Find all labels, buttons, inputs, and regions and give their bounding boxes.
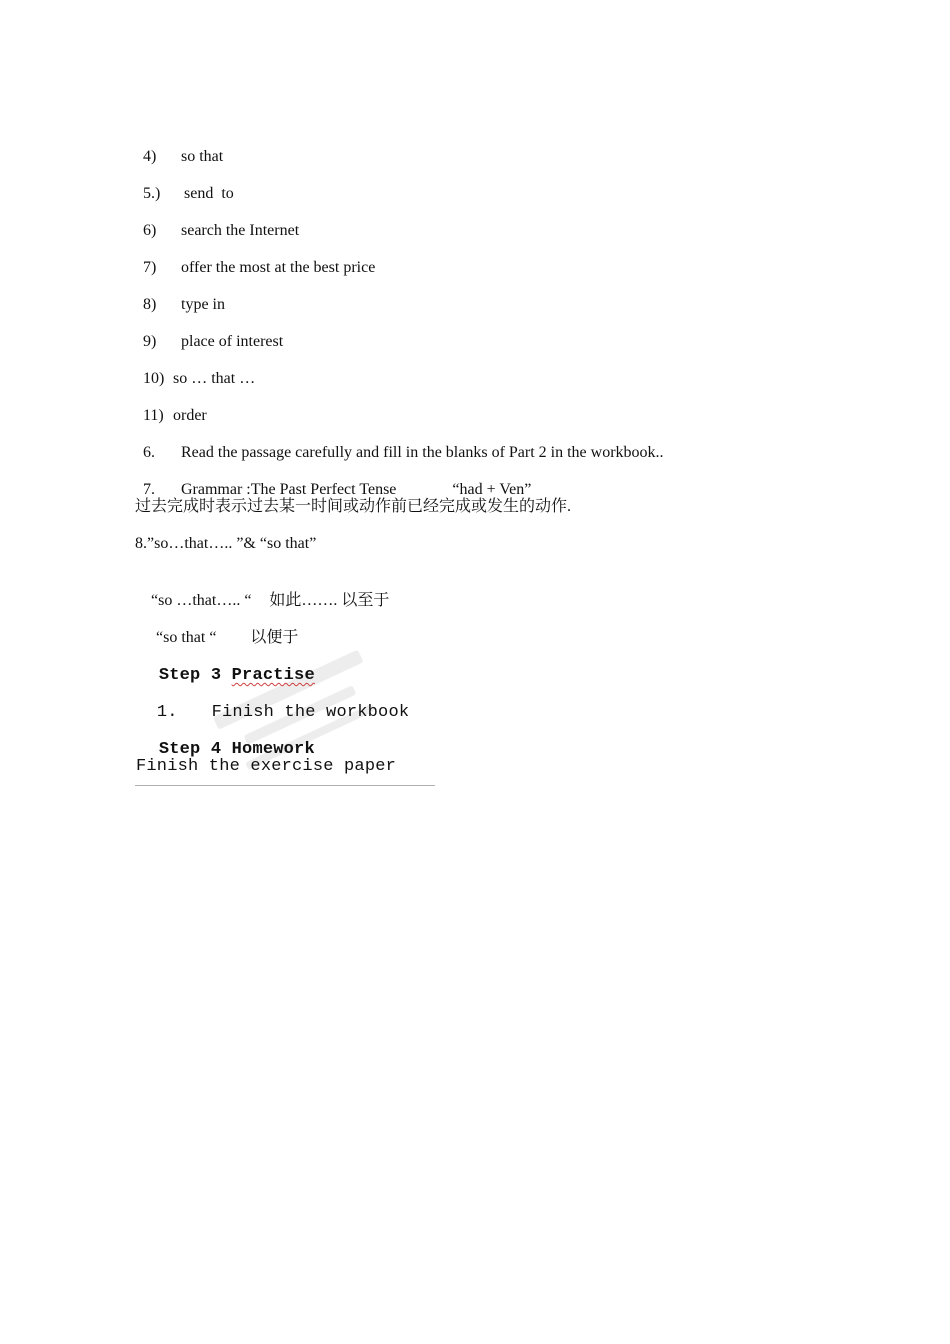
item-text: type in [181,296,225,313]
item-text: search the Internet [181,222,300,239]
item-text: Finish the workbook [211,703,410,722]
meaning-so-that-clause [143,571,389,611]
step-title: Homework [231,740,315,759]
list-item [135,164,234,204]
step-label: Step 4 [158,740,222,759]
phrase: “so …that….. “ [151,592,252,609]
task-number: 7. [143,481,155,498]
step-title: Practise [231,666,315,685]
task-6 [135,423,664,463]
task-number: 6. [143,444,155,461]
item-number: 9) [143,333,157,350]
list-item [135,127,223,167]
formula: “had + Ven” [452,481,532,498]
item-number: 8) [143,296,157,313]
list-item-11 [135,386,207,426]
list-item [135,312,283,352]
item-text: place of interest [181,333,284,350]
item-text: so … that … [173,370,256,387]
list-item [135,275,225,315]
step-3-heading [138,646,315,686]
task-8: 8.”so…that….. ”& “so that” [135,535,317,552]
item-text: so that [181,148,224,165]
phrase: “so that “ [156,629,217,646]
item-text: order [173,407,207,424]
meaning: 如此……. 以至于 [269,592,390,609]
task-text: Read the passage carefully and fill in the blanks of Part 2 in the workbook.. [181,444,664,461]
item-number: 4) [143,148,157,165]
item-number: 10) [143,370,165,387]
step-4-heading [138,720,315,760]
item-number: 5.) [143,185,161,202]
list-item-10 [135,349,255,389]
item-text: send to [184,185,234,202]
task-7 [135,460,531,500]
meaning: 以便于 [250,629,299,646]
step-4-item: Finish the exercise paper [136,757,397,776]
list-item [135,238,375,278]
item-text: offer the most at the best price [181,259,376,276]
step-3-item [136,683,409,723]
divider [135,785,435,786]
task-text: Grammar :The Past Perfect Tense [181,481,397,498]
item-number: 11) [143,407,164,424]
list-item [135,201,299,241]
item-number: 1. [156,703,178,722]
meaning-so-that [148,608,298,648]
chinese-note: 过去完成时表示过去某一时间或动作前已经完成或发生的动作. [135,498,572,515]
item-number: 6) [143,222,157,239]
step-label: Step 3 [158,666,222,685]
item-number: 7) [143,259,157,276]
